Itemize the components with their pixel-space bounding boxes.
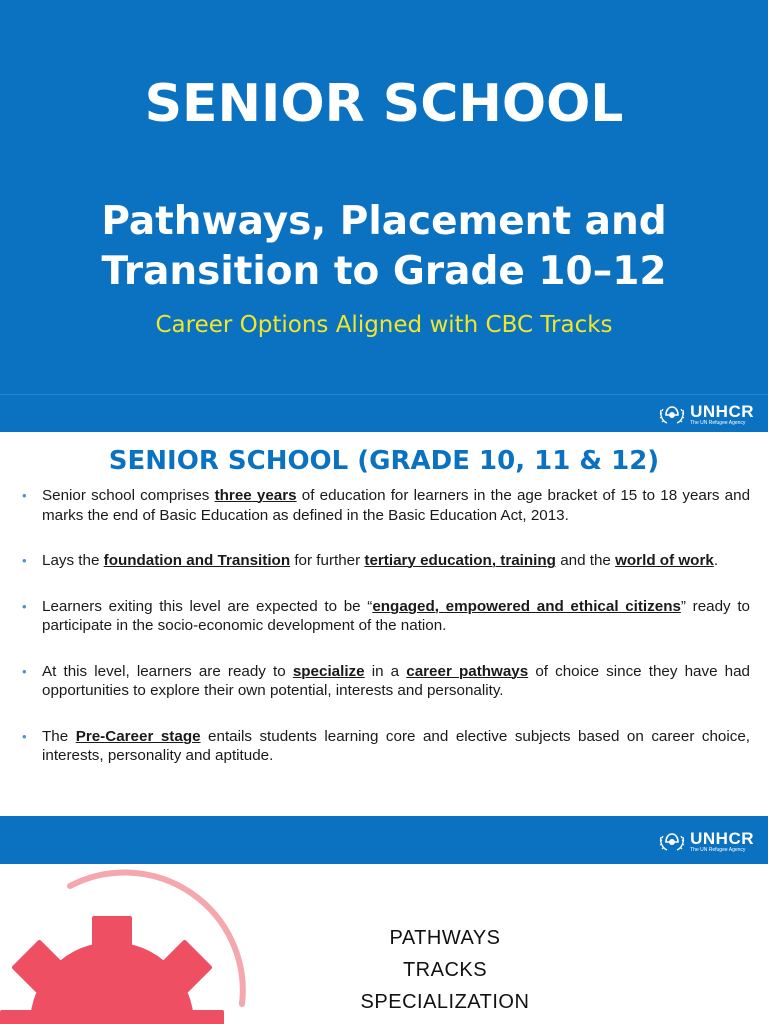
slide-subtitle xyxy=(0,197,768,297)
pathways-slide xyxy=(0,864,768,1024)
slide-tagline: Career Options Aligned with CBC Tracks xyxy=(155,312,613,338)
unhcr-logo-icon xyxy=(657,404,687,426)
footer-band xyxy=(0,394,768,432)
word-specialization: SPECIALIZATION xyxy=(360,991,530,1013)
bullet-item: • Lays the foundation and Transition for further tertiary education, training and the world of work. xyxy=(20,551,750,571)
slide-title: SENIOR SCHOOL xyxy=(144,74,624,134)
word-tracks: TRACKS xyxy=(402,959,488,981)
unhcr-logo-icon xyxy=(657,831,687,853)
pathway-words xyxy=(340,922,550,1018)
unhcr-logo xyxy=(657,403,754,426)
bullet-item: • At this level, learners are ready to specialize in a career pathways of choice since they have had opportunities to explore their own potential, interests and personality. xyxy=(20,662,750,701)
logo-subtitle: The UN Refugee Agency xyxy=(690,420,746,426)
bullet-item: • The Pre-Career stage entails students learning core and elective subjects based on career choice, interests, personality and aptitude. xyxy=(20,727,750,766)
title-slide xyxy=(0,0,768,432)
logo-wordmark: UNHCR xyxy=(690,829,754,848)
subtitle-line-1: Pathways, Placement and xyxy=(101,199,667,244)
bullet-item: • Senior school comprises three years of education for learners in the age bracket of 15 to 18 years and marks the end of Basic Education as defined in the Basic Education Act, 2013. xyxy=(20,486,750,525)
content-slide xyxy=(0,432,768,864)
footer-band xyxy=(0,816,768,866)
subtitle-line-2: Transition to Grade 10–12 xyxy=(101,249,667,294)
bullet-list xyxy=(20,486,750,792)
logo-subtitle: The UN Refugee Agency xyxy=(690,847,746,853)
unhcr-logo xyxy=(657,830,754,853)
slide-heading: SENIOR SCHOOL (GRADE 10, 11 & 12) xyxy=(108,446,660,476)
logo-wordmark: UNHCR xyxy=(690,402,754,421)
word-pathways: PATHWAYS xyxy=(389,927,501,949)
bullet-item: • Learners exiting this level are expected to be “engaged, empowered and ethical citizens” ready to participate in the socio-economic development of the nation. xyxy=(20,597,750,636)
gear-icon xyxy=(0,864,260,1024)
